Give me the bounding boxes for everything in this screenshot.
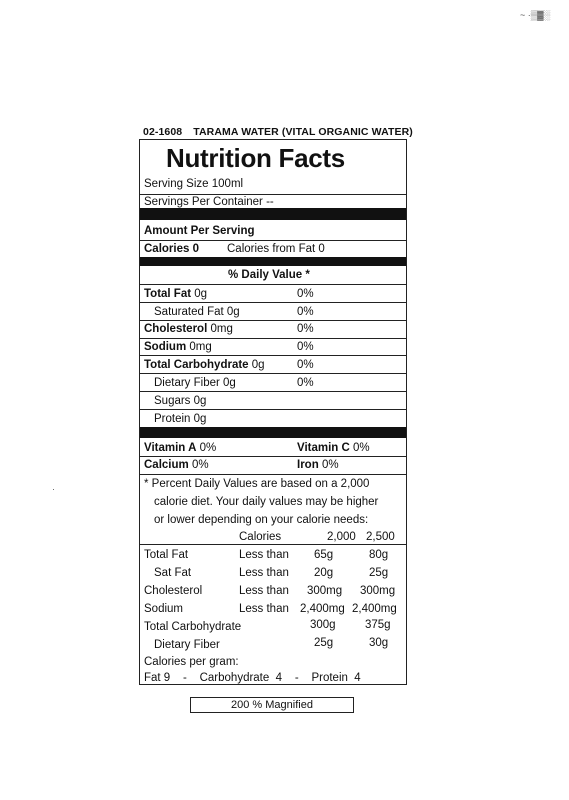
calcium-label: Calcium (144, 459, 189, 471)
dv-row-b: 25g (369, 567, 389, 579)
dv-row-name: Cholesterol (144, 585, 203, 597)
divider (140, 194, 406, 195)
dv-row-qual: Less than (239, 567, 289, 579)
nutrient-amount: 0g (194, 288, 208, 300)
dv-row-name: Dietary Fiber (154, 639, 220, 651)
vitamin-a-value: 0% (199, 442, 217, 454)
magnification-note: 200 % Magnified (190, 697, 354, 713)
thick-divider (140, 257, 406, 266)
dv-row-a: 25g (314, 637, 334, 649)
vitamin-a-label: Vitamin A (144, 442, 197, 454)
nutrient-name: Protein (154, 413, 191, 425)
calories-per-gram: Calories per gram: (144, 656, 239, 668)
per-gram-values: Fat 9 - Carbohydrate 4 - Protein 4 (144, 672, 361, 684)
nutrient-dv: 0% (297, 288, 314, 300)
divider (140, 284, 406, 285)
dv-header-2500: 2,500 (366, 531, 395, 543)
dv-row-name: Total Fat (144, 549, 189, 561)
nutrient-name: Cholesterol (144, 323, 208, 335)
footnote-line: * Percent Daily Values are based on a 2,000 (144, 478, 370, 490)
nutrient-name: Total Fat (144, 288, 192, 300)
product-name: TARAMA WATER (VITAL ORGANIC WATER) (193, 126, 413, 138)
amount-per-serving: Amount Per Serving (144, 225, 255, 237)
dv-row-a: 20g (314, 567, 334, 579)
nutrient-dv: 0% (297, 306, 314, 318)
nutrient-name: Sugars (154, 395, 191, 407)
dv-row-a: 65g (314, 549, 334, 561)
thick-divider (140, 208, 406, 220)
footnote-line: calorie diet. Your daily values may be higher (154, 496, 379, 508)
dv-row-a: 300mg (307, 585, 343, 597)
dv-header-2000: 2,000 (327, 531, 356, 543)
dv-row-qual: Less than (239, 603, 289, 615)
divider (140, 544, 406, 545)
dv-row-b: 2,400mg (352, 603, 397, 615)
nutrient-dv: 0% (297, 377, 314, 389)
vitamin-c-label: Vitamin C (297, 442, 350, 454)
dv-row-qual: Less than (239, 549, 289, 561)
divider (140, 355, 406, 356)
dv-row-name: Sat Fat (154, 567, 192, 579)
serving-size: Serving Size 100ml (144, 178, 244, 190)
divider (140, 456, 406, 457)
dv-row-qual: Less than (239, 585, 289, 597)
dv-row-b: 375g (365, 619, 391, 631)
daily-value-header: % Daily Value * (228, 269, 310, 281)
nutrient-dv: 0% (297, 323, 314, 335)
thick-divider (140, 427, 406, 438)
nutrient-amount: 0g (193, 413, 207, 425)
divider (140, 474, 406, 475)
nutrient-name: Dietary Fiber (154, 377, 220, 389)
scan-artifact: ~ ·▒▓░ (520, 10, 551, 20)
divider (140, 240, 406, 241)
divider (140, 391, 406, 392)
nutrient-dv: 0% (297, 341, 314, 353)
dv-row-b: 80g (369, 549, 389, 561)
vitamin-c-value: 0% (353, 442, 370, 454)
divider (140, 320, 406, 321)
calories: Calories 0 (144, 243, 199, 255)
calories-from-fat: Calories from Fat 0 (227, 243, 325, 255)
nutrient-amount: 0mg (189, 341, 212, 353)
product-header (143, 126, 421, 138)
nutrient-name: Sodium (144, 341, 187, 353)
dv-row-a: 2,400mg (300, 603, 345, 615)
divider (140, 338, 406, 339)
divider (140, 373, 406, 374)
dv-row-name: Total Carbohydrate (144, 621, 242, 633)
nutrient-amount: 0mg (210, 323, 233, 335)
calcium-value: 0% (191, 459, 209, 471)
scan-artifact: · (52, 484, 55, 494)
dv-header-calories: Calories (239, 531, 282, 543)
nutrient-amount: 0g (223, 377, 236, 389)
servings-per-container: Servings Per Container -- (144, 196, 274, 208)
divider (140, 302, 406, 303)
divider (140, 409, 406, 410)
dv-row-b: 300mg (360, 585, 396, 597)
dv-row-name: Sodium (144, 603, 183, 615)
nutrient-amount: 0g (226, 306, 240, 318)
footnote-line: or lower depending on your calorie needs: (154, 514, 369, 526)
iron-label: Iron (297, 459, 319, 471)
nutrient-dv: 0% (297, 359, 314, 371)
dv-row-b: 30g (369, 637, 389, 649)
product-code: 02-1608 (143, 126, 183, 138)
nutrient-amount: 0g (193, 395, 207, 407)
nutrition-facts-label (139, 139, 407, 685)
nutrient-name: Saturated Fat (154, 306, 224, 318)
nutrient-name: Total Carbohydrate (144, 359, 249, 371)
label-title: Nutrition Facts (166, 143, 345, 173)
nutrient-amount: 0g (251, 359, 265, 371)
dv-row-a: 300g (310, 619, 336, 631)
iron-value: 0% (321, 459, 339, 471)
